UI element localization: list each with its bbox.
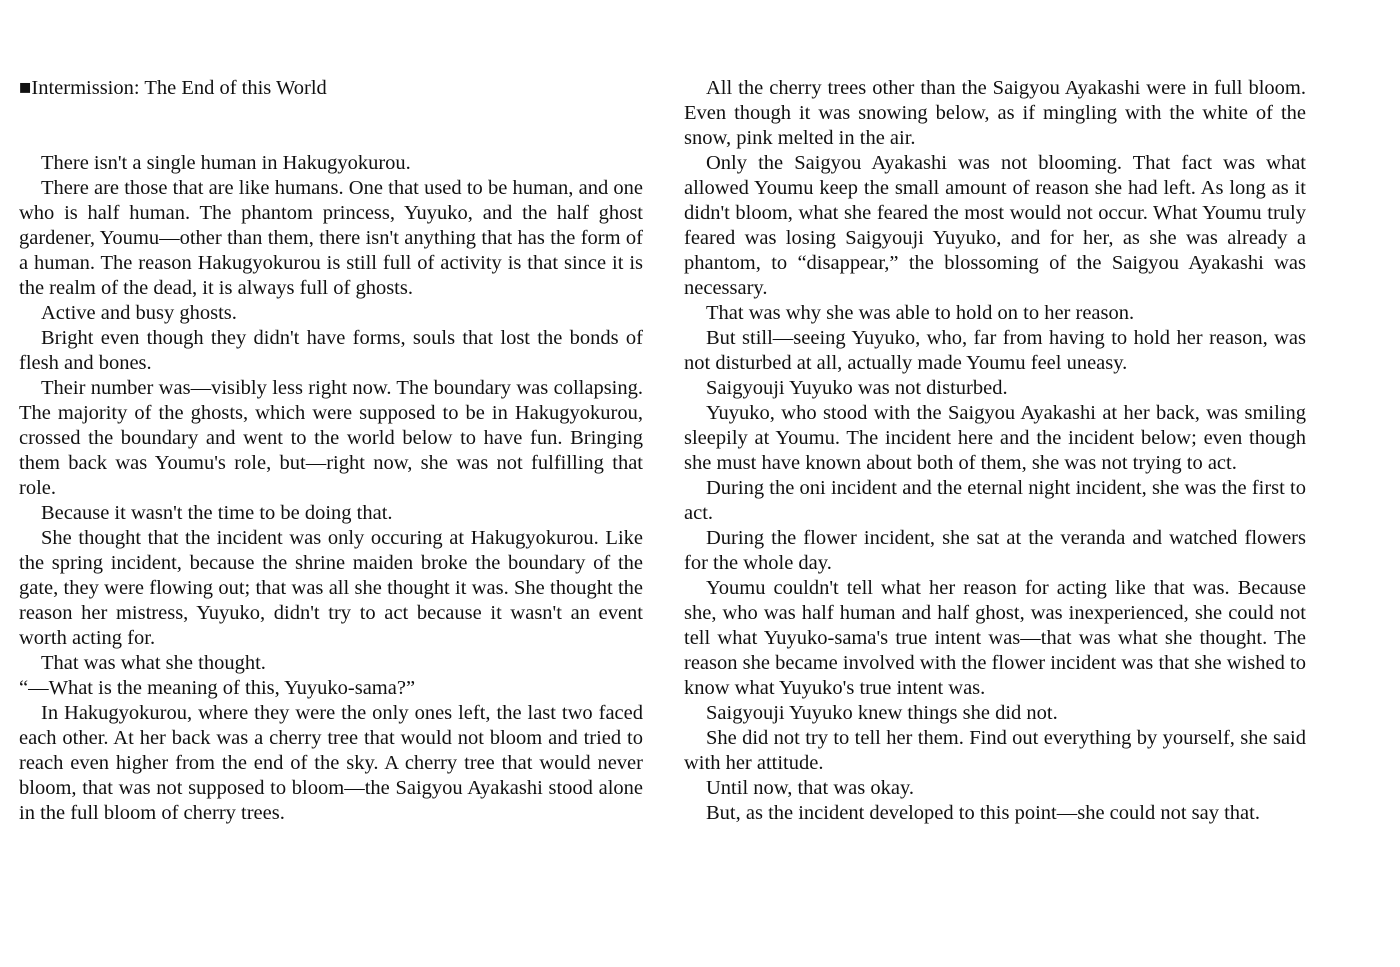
paragraph: Active and busy ghosts. [41, 302, 237, 324]
paragraph: Youmu couldn't tell what her reason for acting like that was. Because she, who was half human and half ghost, was inexperienced, she could not tell what Yuyuko-sama's true intent was—that was what she thought. The reason she became involved with the flower incident was that she wished to know what Yuyuko's true intent was. [684, 577, 1306, 699]
paragraph: During the flower incident, she sat at the veranda and watched flowers for the whole day. [684, 527, 1306, 574]
paragraph: That was why she was able to hold on to her reason. [706, 302, 1135, 324]
paragraph: In Hakugyokurou, where they were the only ones left, the last two faced each other. At her back was a cherry tree that would not bloom and tried to reach even higher from the end of the sky. A cherry tree that would never bloom, that was not supposed to bloom—the Saigyou Ayakashi stood alone in the full bloom of cherry trees. [19, 702, 643, 824]
paragraph: That was what she thought. [41, 652, 266, 674]
paragraph: All the cherry trees other than the Saigyou Ayakashi were in full bloom. Even though it was snowing below, as if mingling with the white of the snow, pink melted in the air. [684, 77, 1306, 149]
paragraph: Yuyuko, who stood with the Saigyou Ayakashi at her back, was smiling sleepily at Youmu. The incident here and the incident below; even though she must have known about both of them, she was not trying to act. [684, 402, 1306, 474]
right-column [684, 76, 1306, 826]
paragraph: But, as the incident developed to this point—she could not say that. [706, 802, 1260, 824]
paragraph: She did not try to tell her them. Find out everything by yourself, she said with her attitude. [684, 727, 1306, 774]
paragraph: Bright even though they didn't have forms, souls that lost the bonds of flesh and bones. [19, 327, 643, 374]
paragraph: Only the Saigyou Ayakashi was not blooming. That fact was what allowed Youmu keep the small amount of reason she had left. As long as it didn't bloom, what she feared the most would not occur. What Youmu truly feared was losing Saigyouji Yuyuko, and for her, as she was already a phantom, to “disappear,” the blossoming of the Saigyou Ayakashi was necessary. [684, 152, 1306, 299]
left-column [19, 76, 643, 826]
left-paragraphs [19, 151, 643, 826]
paragraph: But still—seeing Yuyuko, who, far from having to hold her reason, was not disturbed at all, actually made Youmu feel uneasy. [684, 327, 1306, 374]
paragraph: Their number was—visibly less right now. The boundary was collapsing. The majority of the ghosts, which were supposed to be in Hakugyokurou, crossed the boundary and went to the world below to have fun. Bringing them back was Youmu's role, but—right now, she was not fulfilling that role. [19, 377, 643, 499]
right-paragraphs [684, 76, 1306, 826]
paragraph: Until now, that was okay. [706, 777, 915, 799]
paragraph: There are those that are like humans. One that used to be human, and one who is half human. The phantom princess, Yuyuko, and the half ghost gardener, Youmu—other than them, there isn't anything that has the form of a human. The reason Hakugyokurou is still full of activity is that since it is the realm of the dead, it is always full of ghosts. [19, 177, 643, 299]
paragraph: During the oni incident and the eternal night incident, she was the first to act. [684, 477, 1306, 524]
dialogue-line: “—What is the meaning of this, Yuyuko-sama?” [19, 677, 416, 699]
paragraph: There isn't a single human in Hakugyokurou. [41, 152, 411, 174]
paragraph: Saigyouji Yuyuko knew things she did not. [706, 702, 1058, 724]
paragraph: Saigyouji Yuyuko was not disturbed. [706, 377, 1008, 399]
paragraph: She thought that the incident was only occuring at Hakugyokurou. Like the spring incident, because the shrine maiden broke the boundary of the gate, they were flowing out; that was all she thought it was. She thought the reason her mistress, Yuyuko, didn't try to act because it wasn't an event worth acting for. [19, 527, 643, 649]
paragraph: Because it wasn't the time to be doing that. [41, 502, 393, 524]
chapter-heading: ■Intermission: The End of this World [19, 77, 327, 99]
